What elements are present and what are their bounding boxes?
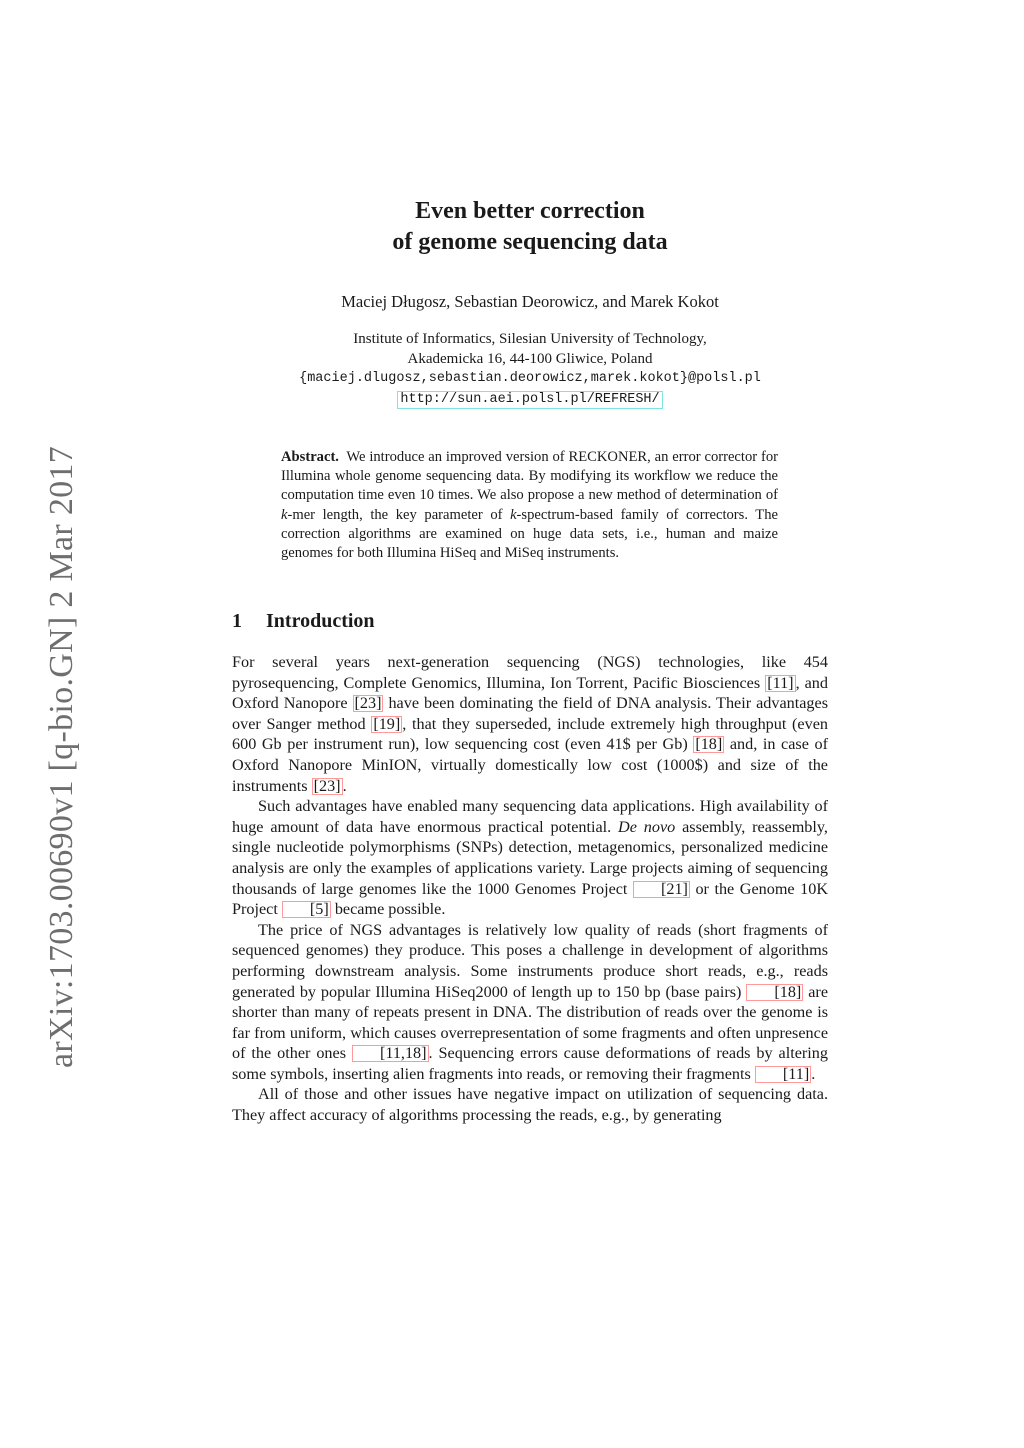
- abstract-label: Abstract.: [281, 449, 339, 465]
- paragraph-2: [232, 796, 828, 920]
- affiliation-block: [232, 330, 828, 409]
- citation-link[interactable]: [21]: [633, 881, 690, 898]
- p2-text-b: assembly, reassembly, single nucleotide polymorphisms (SNPs) detection, metagenomics, personalized medicine analysis are only the examples of applications variety. Large projects aiming of sequencing thousands of large genomes like the 1000 Genomes Project: [232, 817, 828, 898]
- abstract-text-1: We introduce an improved version of RECKONER, an error corrector for Illumina whole genome sequencing data. By modifying its workflow we reduce the computation time even 10 times. We also propose a new method of determination of: [281, 449, 778, 504]
- p2-text-a: Such advantages have enabled many sequencing data applications. High availability of huge amount of data have enormous practical potential.: [232, 797, 828, 836]
- paragraph-4: [232, 1084, 828, 1125]
- citation-link[interactable]: [11]: [755, 1066, 811, 1083]
- paper-title: [232, 196, 828, 258]
- p1-text-f: .: [342, 776, 347, 795]
- p3-text-b: are shorter than many of repeats present in DNA. The distribution of reads over the genome is far from uniform, which causes overrepresentation of some fragments and often unpresence of the other ones: [232, 982, 829, 1063]
- p2-text-d: became possible.: [330, 900, 446, 919]
- p1-text-c: have been dominating the field of DNA analysis. Their advantages over Sanger method: [232, 694, 828, 733]
- abstract-k-symbol-1: k: [281, 506, 288, 523]
- p1-text-d: , that they superseded, include extremely high throughput (even 600 Gb per instrument run), low sequencing cost (even 41$ per Gb): [232, 714, 828, 754]
- p3-text-c: . Sequencing errors cause deformations of reads by altering some symbols, inserting alien fragments into reads, or removing their fragments: [232, 1044, 828, 1083]
- p1-text-a: For several years next-generation sequencing (NGS) technologies, like 454 pyrosequencing, Complete Genomics, Illumina, Ion Torrent, Pacific Biosciences: [232, 653, 828, 692]
- citation-link[interactable]: [11]: [767, 673, 794, 692]
- affiliation-line-2: Akademicka 16, 44-100 Gliwice, Poland: [407, 350, 653, 367]
- arxiv-identifier-stamp: arXiv:1703.00690v1 [q-bio.GN] 2 Mar 2017: [43, 445, 80, 1068]
- section-heading-introduction: [232, 610, 375, 633]
- introduction-body: [232, 652, 828, 1126]
- author-emails: {maciej.dlugosz,sebastian.deorowicz,marek.kokot}@polsl.pl: [299, 371, 761, 386]
- section-number: 1: [232, 610, 242, 632]
- project-url-link[interactable]: http://sun.aei.polsl.pl/REFRESH/: [397, 391, 662, 409]
- affiliation-line-1: Institute of Informatics, Silesian University of Technology,: [353, 331, 707, 347]
- citation-link[interactable]: [18]: [746, 984, 803, 1001]
- paragraph-3: [232, 920, 828, 1085]
- citation-link[interactable]: [18]: [695, 735, 723, 754]
- abstract: [281, 448, 778, 563]
- citation-link[interactable]: [23]: [354, 694, 382, 713]
- p1-text-b: , and Oxford Nanopore: [232, 673, 828, 713]
- citation-link[interactable]: [11,18]: [352, 1045, 429, 1062]
- author-list: Maciej Długosz, Sebastian Deorowicz, and Marek Kokot: [341, 292, 719, 311]
- p3-text-d: .: [811, 1064, 816, 1083]
- citation-link[interactable]: [23]: [313, 776, 341, 795]
- p2-text-c: or the Genome 10K Project: [232, 879, 829, 919]
- title-line-1: Even better correction: [415, 198, 645, 224]
- citation-link[interactable]: [5]: [282, 901, 331, 918]
- p1-text-e: and, in case of Oxford Nanopore MinION, virtually domestically low cost (1000$) and size of the instruments: [232, 735, 828, 795]
- title-line-2: of genome sequencing data: [392, 229, 668, 255]
- p4-text-a: All of those and other issues have negative impact on utilization of sequencing data. They affect accuracy of algorithms processing the reads, e.g., by generating: [232, 1085, 828, 1125]
- section-title: Introduction: [266, 610, 375, 632]
- paragraph-1: [232, 652, 828, 796]
- abstract-text-3: -spectrum-based family of correctors. The correction algorithms are examined on huge data sets, i.e., human and maize genomes for both Illumina HiSeq and MiSeq instruments.: [281, 506, 778, 562]
- p2-emphasis: De novo: [618, 817, 676, 836]
- citation-link[interactable]: [19]: [373, 714, 401, 733]
- p3-text-a: The price of NGS advantages is relatively low quality of reads (short fragments of sequenced genomes) they produce. This poses a challenge in development of algorithms performing downstream analysis. Some instruments produce short reads, e.g., reads generated by popular Illumina HiSeq2000 of length up to 150 bp (base pairs): [232, 920, 828, 1001]
- abstract-text-2: -mer length, the key parameter of: [287, 506, 511, 523]
- abstract-k-symbol-2: k: [510, 506, 517, 523]
